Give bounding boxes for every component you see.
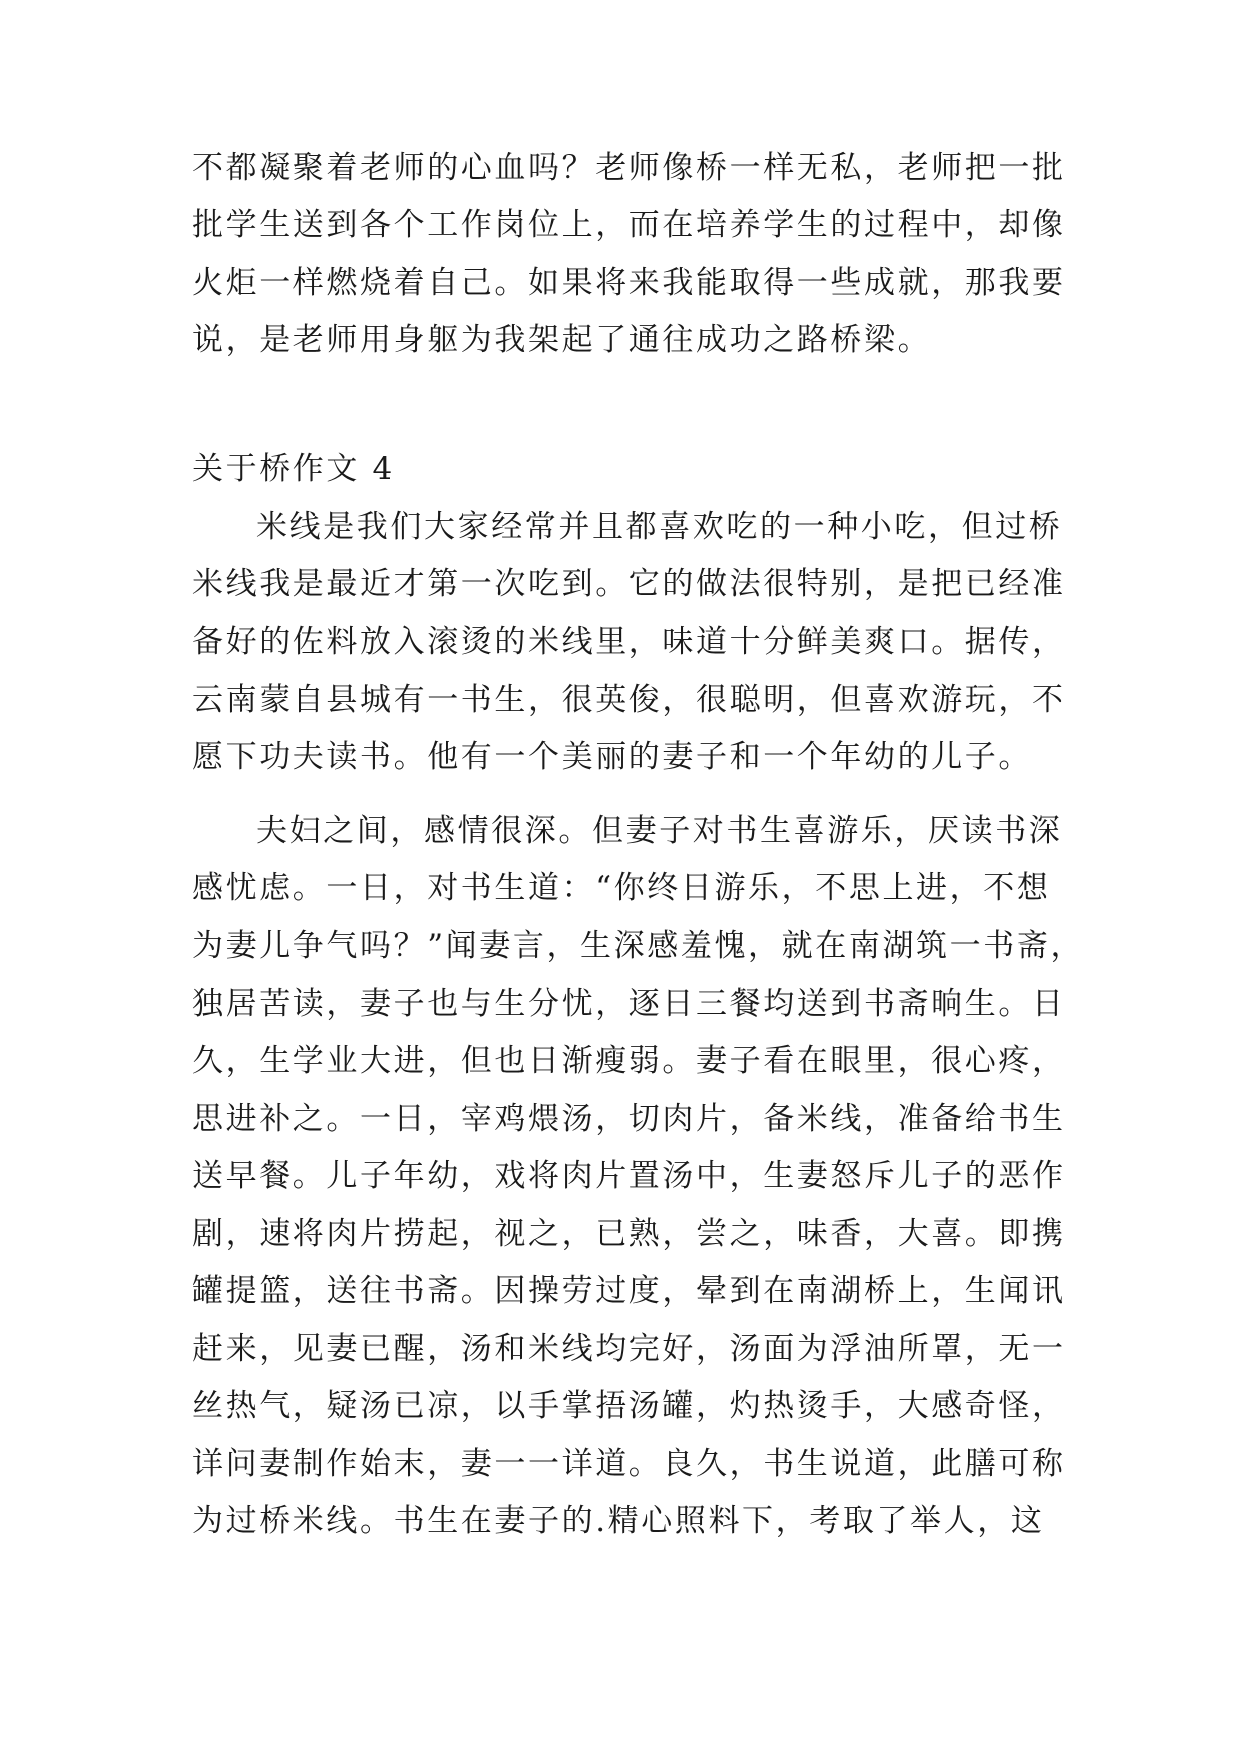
text-line: 罐提篮，送往书斋。因操劳过度，晕到在南湖桥上，生闻讯 — [192, 1273, 1066, 1309]
text-line: 详问妻制作始末，妻一一详道。良久，书生说道，此膳可称 — [192, 1446, 1066, 1482]
text-line: 火炬一样燃烧着自己。如果将来我能取得一些成就，那我要 — [192, 265, 1066, 301]
text-line: 感忧虑。一日，对书生道：“你终日游乐，不思上进，不想 — [192, 870, 1051, 906]
text-line: 米线我是最近才第一次吃到。它的做法很特别，是把已经准 — [192, 566, 1066, 602]
text-line: 剧，速将肉片捞起，视之，已熟，尝之，味香，大喜。即携 — [192, 1216, 1066, 1252]
text-line: 久，生学业大进，但也日渐瘦弱。妻子看在眼里，很心疼， — [192, 1043, 1066, 1079]
text-line: 赶来，见妻已醒，汤和米线均完好，汤面为浮油所罩，无一 — [192, 1331, 1066, 1367]
text-line: 米线是我们大家经常并且都喜欢吃的一种小吃，但过桥 — [256, 509, 1063, 545]
text-line: 送早餐。儿子年幼，戏将肉片置汤中，生妻怒斥儿子的恶作 — [192, 1158, 1066, 1194]
text-line: 夫妇之间，感情很深。但妻子对书生喜游乐，厌读书深 — [256, 813, 1063, 849]
text-line: 备好的佐料放入滚烫的米线里，味道十分鲜美爽口。据传， — [192, 624, 1066, 660]
text-line: 云南蒙自县城有一书生，很英俊，很聪明，但喜欢游玩，不 — [192, 682, 1066, 718]
text-line: 为过桥米线。书生在妻子的.精心照料下，考取了举人，这 — [192, 1503, 1045, 1539]
text-line: 思进补之。一日，宰鸡煨汤，切肉片，备米线，准备给书生 — [192, 1101, 1066, 1137]
section-heading: 关于桥作文 4 — [192, 451, 395, 487]
text-line: 说，是老师用身躯为我架起了通往成功之路桥梁。 — [192, 322, 932, 358]
text-line: 为妻儿争气吗？”闻妻言，生深感羞愧，就在南湖筑一书斋， — [192, 928, 1085, 964]
text-line: 批学生送到各个工作岗位上，而在培养学生的过程中，却像 — [192, 207, 1066, 243]
text-line: 独居苦读，妻子也与生分忧，逐日三餐均送到书斋晌生。日 — [192, 986, 1066, 1022]
text-line: 丝热气，疑汤已凉，以手掌捂汤罐，灼热烫手，大感奇怪， — [192, 1388, 1066, 1424]
text-line: 不都凝聚着老师的心血吗？老师像桥一样无私，老师把一批 — [192, 150, 1066, 186]
text-line: 愿下功夫读书。他有一个美丽的妻子和一个年幼的儿子。 — [192, 739, 1032, 775]
